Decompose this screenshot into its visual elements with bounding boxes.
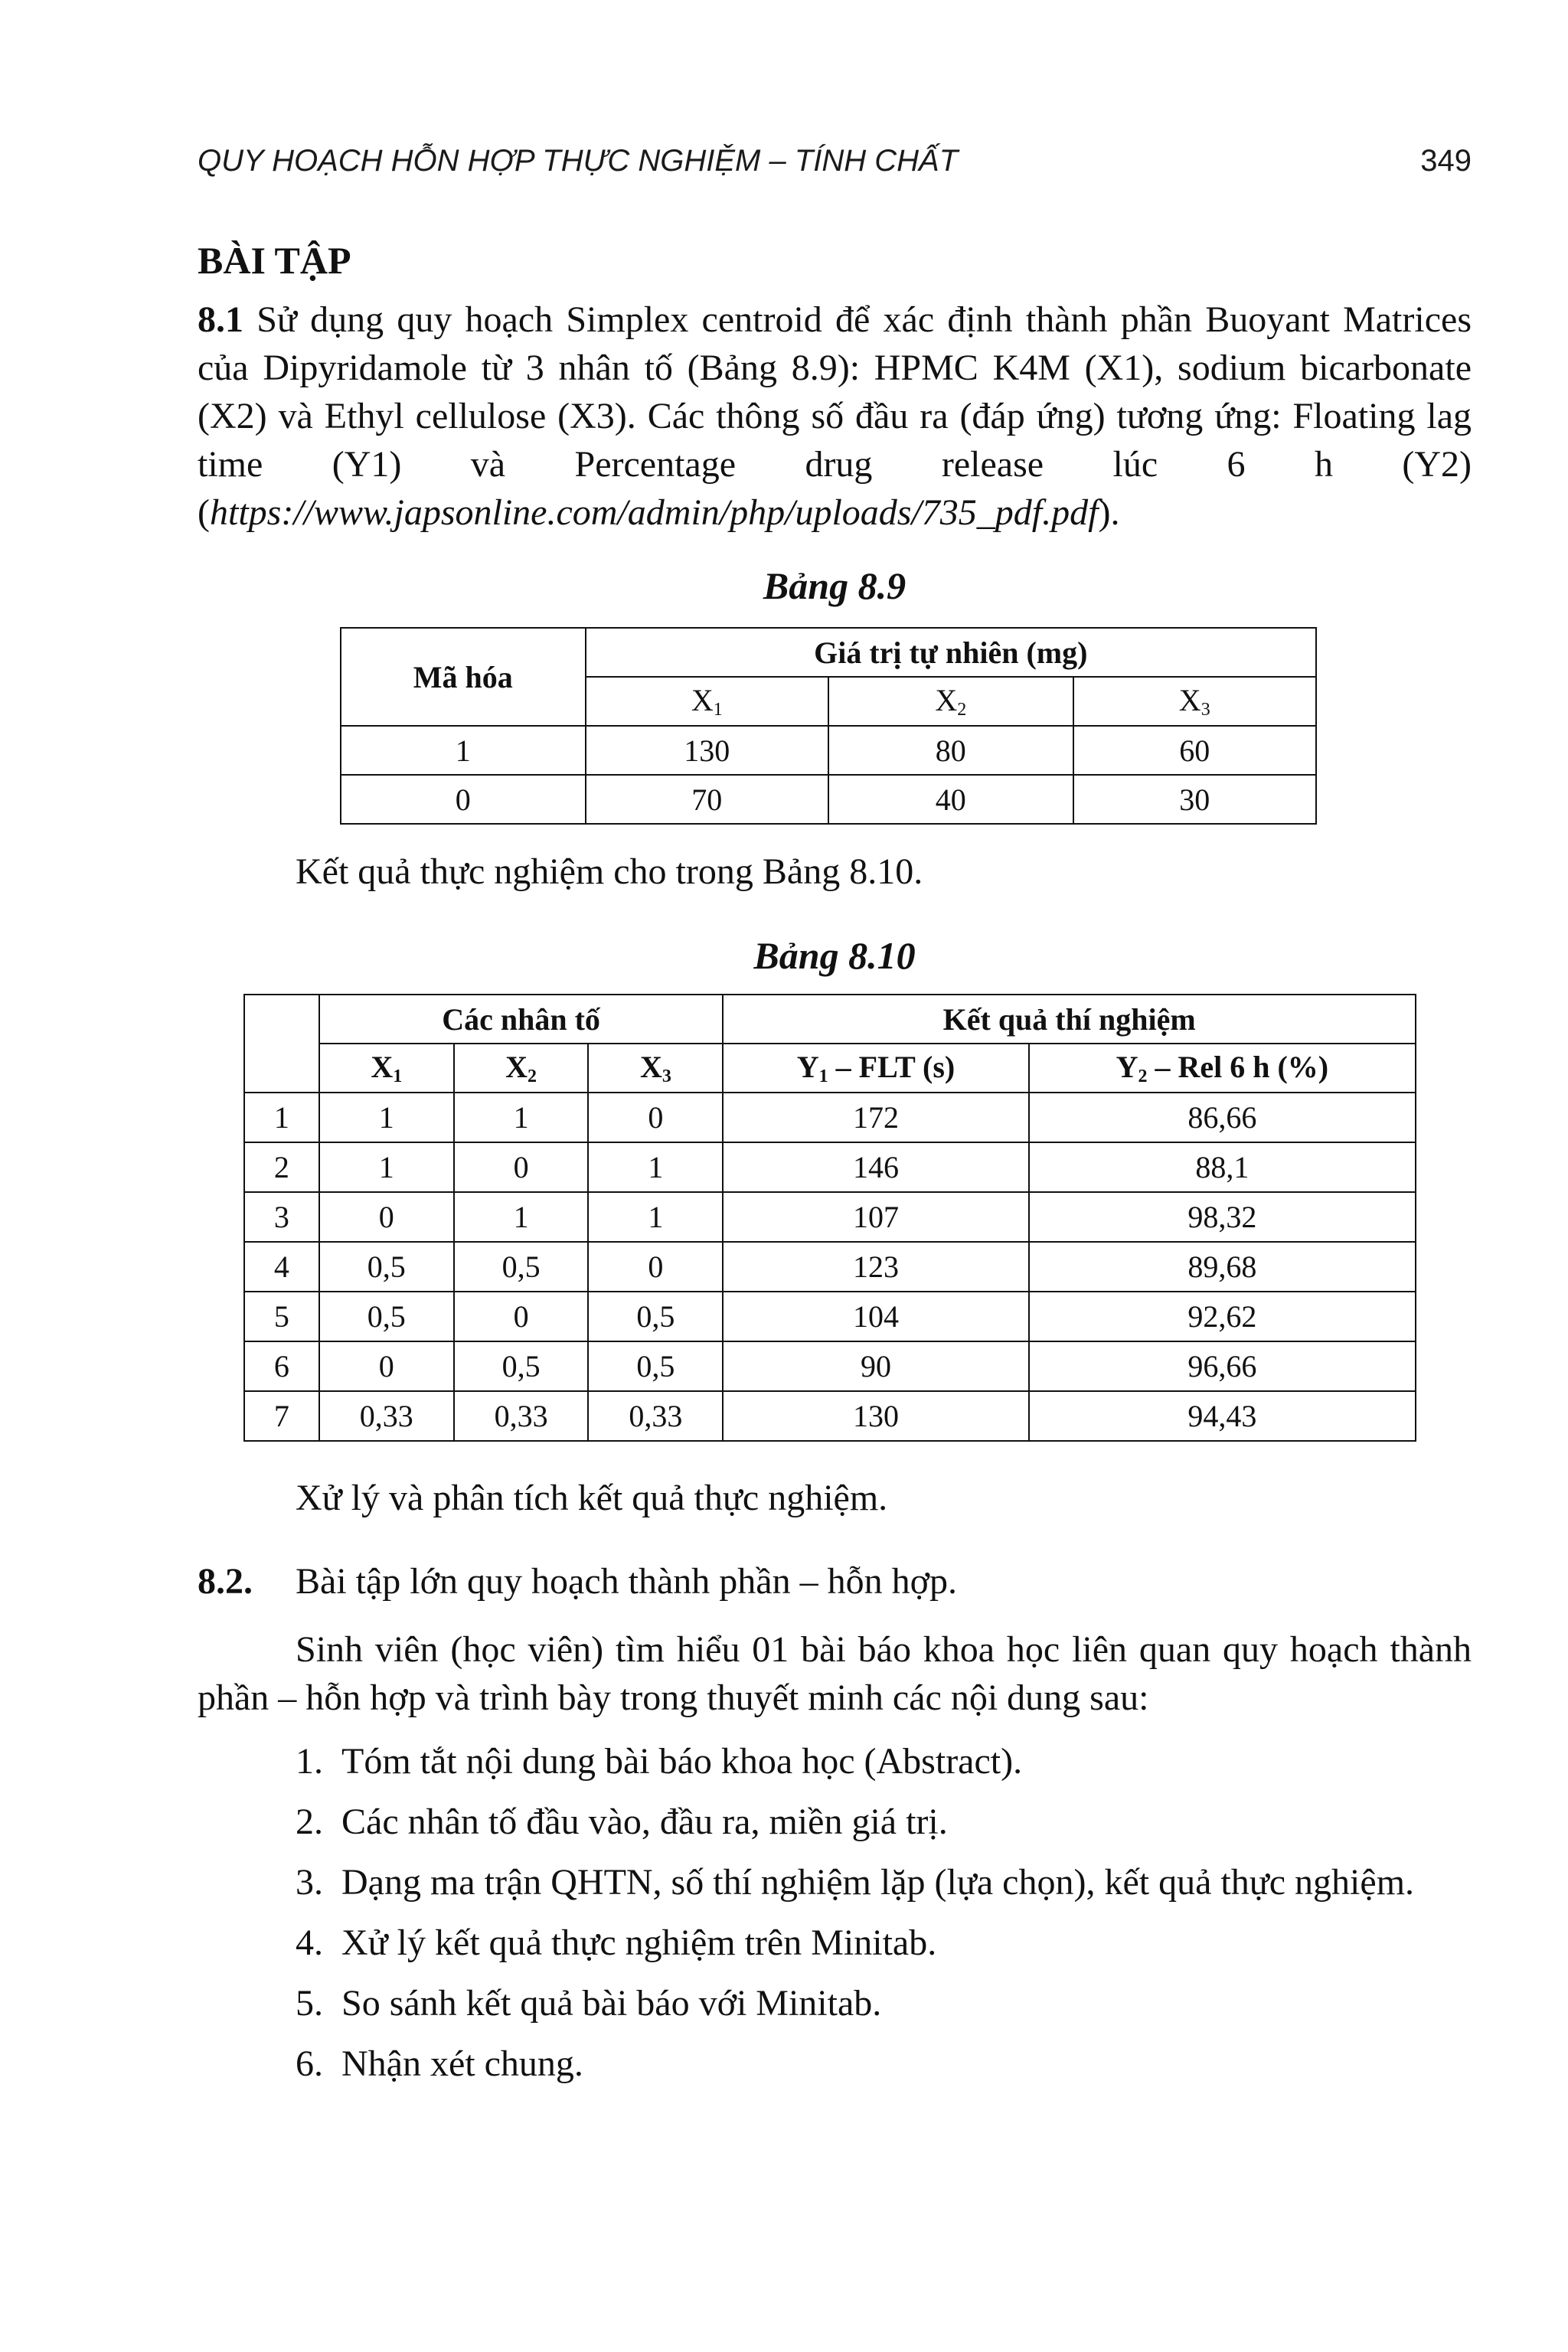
table-8-10-var-x3: $X_3$ xyxy=(588,1044,723,1093)
table-8-9 xyxy=(340,627,1317,825)
table-cell: 30 xyxy=(1073,775,1317,824)
table-row xyxy=(244,1192,1416,1242)
table-cell: 130 xyxy=(586,726,829,775)
table-row xyxy=(244,1391,1416,1441)
table-8-10-y1-header: $Y_1$ – FLT (s) xyxy=(723,1044,1028,1093)
table-cell: 70 xyxy=(586,775,829,824)
table-cell: 0 xyxy=(341,775,586,824)
exercise-8-1-number: 8.1 xyxy=(198,299,243,340)
table-8-9-group-header: Giá trị tự nhiên (mg) xyxy=(586,628,1316,677)
exercise-8-1-body: Sử dụng quy hoạch Simplex centroid để xác định thành phần Buoyant Matrices của Dipyridamole từ 3 nhân tố (Bảng 8.9): HPMC K4M (X1), sodium bicarbonate (X2) và Ethyl cellulose (X3). Các thông số đầu ra (đáp ứng) tương ứng: Floating lag time (Y1) và Percentage drug release lúc 6 h (Y2) ( xyxy=(198,299,1472,533)
table-cell: 0,5 xyxy=(319,1292,454,1341)
table-cell: 1 xyxy=(588,1142,723,1192)
exercise-8-2-number: 8.2. xyxy=(198,1561,253,1602)
list-item: 6. Nhận xét chung. xyxy=(296,2043,583,2084)
table-cell: 1 xyxy=(454,1093,589,1142)
running-header-title: QUY HOẠCH HỖN HỢP THỰC NGHIỆM – TÍNH CHẤT xyxy=(198,144,959,178)
analysis-note: Xử lý và phân tích kết quả thực nghiệm. xyxy=(296,1478,888,1518)
table-cell: 0,5 xyxy=(588,1341,723,1391)
page-content xyxy=(198,236,1472,2100)
table-8-10-y2-header: $Y_2$ – Rel 6 h (%) xyxy=(1029,1044,1416,1093)
table-8-9-caption: Bảng 8.9 xyxy=(763,564,906,607)
table-cell: 80 xyxy=(828,726,1073,775)
table-cell: 1 xyxy=(244,1093,319,1142)
table-cell: 104 xyxy=(723,1292,1028,1341)
table-8-10 xyxy=(243,994,1416,1442)
table-cell: 92,62 xyxy=(1029,1292,1416,1341)
list-item: 1. Tóm tắt nội dung bài báo khoa học (Abstract). xyxy=(296,1741,1023,1782)
list-item: 5. So sánh kết quả bài báo với Minitab. xyxy=(296,1983,882,2024)
table-cell: 0,5 xyxy=(319,1242,454,1292)
section-title: BÀI TẬP xyxy=(198,239,351,282)
table-cell: 0,33 xyxy=(588,1391,723,1441)
table-cell: 0 xyxy=(588,1242,723,1292)
table-8-10-corner xyxy=(244,995,319,1093)
table-cell: 146 xyxy=(723,1142,1028,1192)
table-row xyxy=(341,775,1316,824)
table-row xyxy=(244,1093,1416,1142)
table-cell: 0 xyxy=(454,1292,589,1341)
table-8-9-var-x1: $X_1$ xyxy=(586,677,829,726)
table-cell: 98,32 xyxy=(1029,1192,1416,1242)
table-8-9-code-header: Mã hóa xyxy=(341,628,586,726)
table-cell: 1 xyxy=(588,1192,723,1242)
table-cell: 0 xyxy=(319,1192,454,1242)
table-cell: 0,33 xyxy=(319,1391,454,1441)
table-8-10-factors-header: Các nhân tố xyxy=(319,995,723,1044)
table-cell: 40 xyxy=(828,775,1073,824)
table-cell: 7 xyxy=(244,1391,319,1441)
table-cell: 6 xyxy=(244,1341,319,1391)
table-cell: 1 xyxy=(319,1142,454,1192)
table-cell: 88,1 xyxy=(1029,1142,1416,1192)
table-cell: 123 xyxy=(723,1242,1028,1292)
table-8-10-caption: Bảng 8.10 xyxy=(753,934,916,977)
page-number: 349 xyxy=(1420,144,1472,178)
table-row xyxy=(341,726,1316,775)
table-cell: 0 xyxy=(454,1142,589,1192)
table-cell: 2 xyxy=(244,1142,319,1192)
exercise-8-2-heading xyxy=(198,1557,1472,1606)
table-cell: 96,66 xyxy=(1029,1341,1416,1391)
table-cell: 89,68 xyxy=(1029,1242,1416,1292)
exercise-8-1-text xyxy=(198,296,1472,537)
list-item: 3. Dạng ma trận QHTN, số thí nghiệm lặp (lựa chọn), kết quả thực nghiệm. xyxy=(296,1862,1415,1903)
table-8-9-var-x2: $X_2$ xyxy=(828,677,1073,726)
table-cell: 172 xyxy=(723,1093,1028,1142)
table-cell: 0,5 xyxy=(454,1242,589,1292)
list-item: 4. Xử lý kết quả thực nghiệm trên Minitab. xyxy=(296,1922,937,1963)
table-cell: 1 xyxy=(341,726,586,775)
table-cell: 4 xyxy=(244,1242,319,1292)
table-cell: 0 xyxy=(319,1341,454,1391)
reference-link[interactable]: https://www.japsonline.com/admin/php/uploads/735_pdf.pdf xyxy=(209,492,1099,533)
table-8-10-var-x2: $X_2$ xyxy=(454,1044,589,1093)
table-cell: 3 xyxy=(244,1192,319,1242)
table-cell: 5 xyxy=(244,1292,319,1341)
table-8-9-var-x3: $X_3$ xyxy=(1073,677,1317,726)
table-cell: 94,43 xyxy=(1029,1391,1416,1441)
table-row xyxy=(244,1242,1416,1292)
table-cell: 1 xyxy=(319,1093,454,1142)
exercise-8-2-title: Bài tập lớn quy hoạch thành phần – hỗn hợp. xyxy=(296,1561,957,1602)
table-8-10-var-x1: $X_1$ xyxy=(319,1044,454,1093)
result-note: Kết quả thực nghiệm cho trong Bảng 8.10. xyxy=(296,851,923,892)
task-list xyxy=(198,1737,1472,2088)
table-cell: 90 xyxy=(723,1341,1028,1391)
table-cell: 0 xyxy=(588,1093,723,1142)
table-row xyxy=(244,1292,1416,1341)
running-header xyxy=(198,144,1472,178)
exercise-8-2-intro: Sinh viên (học viên) tìm hiểu 01 bài báo khoa học liên quan quy hoạch thành phần – hỗn hợp và trình bày trong thuyết minh các nội dung sau: xyxy=(198,1629,1472,1718)
table-cell: 0,33 xyxy=(454,1391,589,1441)
list-item: 2. Các nhân tố đầu vào, đầu ra, miền giá trị. xyxy=(296,1802,948,1842)
table-row xyxy=(244,1341,1416,1391)
table-cell: 1 xyxy=(454,1192,589,1242)
table-cell: 0,5 xyxy=(588,1292,723,1341)
table-cell: 60 xyxy=(1073,726,1317,775)
exercise-8-1-tail: ). xyxy=(1098,492,1120,533)
table-cell: 130 xyxy=(723,1391,1028,1441)
table-cell: 107 xyxy=(723,1192,1028,1242)
table-row xyxy=(244,1142,1416,1192)
table-cell: 0,5 xyxy=(454,1341,589,1391)
table-cell: 86,66 xyxy=(1029,1093,1416,1142)
table-8-10-results-header: Kết quả thí nghiệm xyxy=(723,995,1416,1044)
